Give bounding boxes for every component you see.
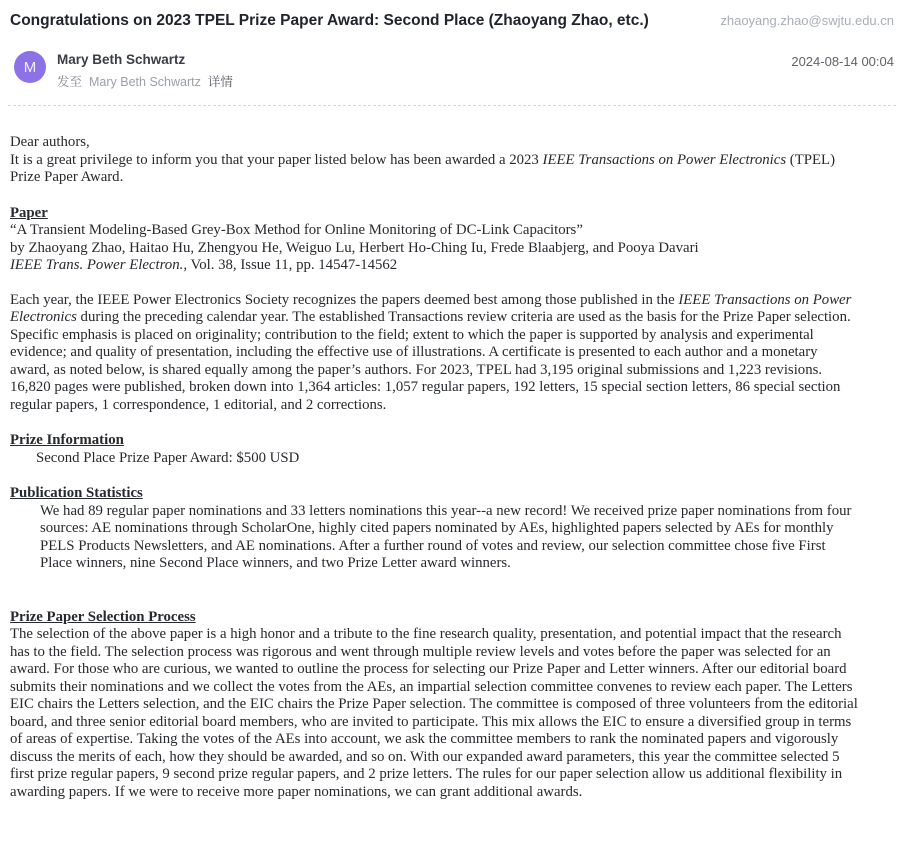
paper-heading: Paper [10, 204, 48, 221]
sender-meta [57, 51, 791, 90]
paper-title: “A Transient Modeling-Based Grey-Box Method for Online Monitoring of DC-Link Capacitors” [10, 222, 583, 238]
intro-paragraph: It is a great privilege to inform you that your paper listed below has been awarded a 2023 IEEE Transactions on Power Electronics (TPEL) Prize Paper Award. [10, 151, 836, 185]
details-link[interactable]: 详情 [207, 75, 233, 89]
sender-name: Mary Beth Schwartz [57, 52, 186, 67]
subject-row [0, 0, 904, 30]
salutation: Dear authors, [10, 134, 90, 150]
paper-authors: by Zhaoyang Zhao, Haitao Hu, Zhengyou He, Weiguo Lu, Herbert Ho-Ching Iu, Frede Blaabjerg, and Pooya Davari [10, 239, 699, 256]
paper-reference: IEEE Trans. Power Electron., Vol. 38, Issue 11, pp. 14547-14562 [10, 257, 398, 273]
selection-process-heading: Prize Paper Selection Process [10, 608, 196, 625]
to-label: 发至 [57, 75, 83, 89]
email-subject: Congratulations on 2023 TPEL Prize Paper Award: Second Place (Zhaoyang Zhao, etc.) [10, 12, 649, 29]
email-body [0, 106, 904, 801]
about-paragraph: Each year, the IEEE Power Electronics Society recognizes the papers deemed best among those published in the IEEE Transactions on Power Electronics during the preceding calendar year. The established Transactions review criteria are used as the basis for the Prize Paper selection. Specific emphasis is placed on originality; contribution to the field; extent to which the paper is supported by analysis and experimental evidence; and quality of presentation, including the effective use of illustrations. A certificate is presented to each author and a monetary award, as noted below, is shared equally among the paper’s authors. For 2023, TPEL had 3,195 original submissions and 1,223 revisions. 16,820 pages were published, broken down into 1,364 articles: 1,057 regular papers, 192 letters, 15 special section letters, 86 special section regular papers, 1 correspondence, 1 editorial, and 2 corrections. [10, 291, 852, 413]
selection-process-paragraph: The selection of the above paper is a high honor and a tribute to the fine research quality, presentation, and potential impact that the research has to the field. The selection process was rigorous and went through multiple review levels and votes before the paper was selected for an award. For those who are curious, we wanted to outline the process for selecting our Prize Paper and Letter winners. After our editorial board submits their nominations and we collect the votes from the AEs, an impartial selection committee convenes to review each paper. The Letters EIC chairs the Letters selection, and the EIC chairs the Prize Paper selection. The committee is composed of three volunteers from the editorial board, and three senior editorial board members, who are invited to participate. This mix allows the EIC to ensure a diversified group in terms of areas of expertise. Taking the votes of the AEs into account, we ask the committee members to rank the nominated papers and vigorously discuss the merits of each, how they should be awarded, and so on. With our expanded award parameters, this year the committee selected 5 first prize regular papers, 9 second prize regular papers, and 2 prize letters. The rules for our paper selection allow us additional flexibility in awarding papers. If we were to receive more paper nominations, we can grant additional awards. [10, 626, 858, 800]
avatar-initial: M [23, 58, 37, 76]
to-name: Mary Beth Schwartz [89, 75, 201, 89]
prize-info-text: Second Place Prize Paper Award: $500 USD [36, 449, 300, 466]
prize-info-heading: Prize Information [10, 432, 124, 448]
sender-row [14, 51, 894, 90]
publication-statistics-paragraph: We had 89 regular paper nominations and 33 letters nominations this year--a new record! We received prize paper nominations from four sources: AE nominations through ScholarOne, highly cited papers nominated by AEs, highlighted papers selected by AEs for monthly PELS Products Newsletters, and AE nominations. After a further round of votes and review, our selection committee chose five First Place winners, nine Second Place winners, and two Prize Letter award winners. [40, 502, 852, 571]
paper-block [10, 222, 860, 275]
sender-avatar[interactable] [14, 51, 46, 83]
account-email: zhaoyang.zhao@swjtu.edu.cn [720, 13, 894, 28]
publication-statistics-heading: Publication Statistics [10, 485, 143, 501]
email-date: 2024-08-14 00:04 [791, 54, 894, 69]
recipient-row [57, 72, 791, 90]
